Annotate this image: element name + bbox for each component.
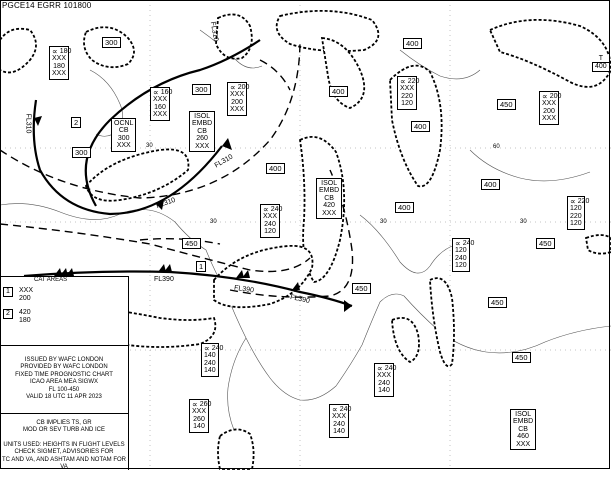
jet-label-fl310-east: FL310 xyxy=(213,153,235,170)
turbulence-icon: ∝ xyxy=(570,197,576,206)
turbulence-icon: ∝ xyxy=(332,405,338,414)
turbulence-box: ∝ 160 XXX 160 XXX xyxy=(150,87,170,121)
turbulence-box: ∝ 240 140 240 140 xyxy=(201,343,219,377)
turbulence-icon: ∝ xyxy=(52,47,58,56)
cloud-area-arabia-2 xyxy=(430,278,454,366)
cloud-area-east xyxy=(490,20,611,87)
turbulence-icon: ∝ xyxy=(377,364,383,373)
trop-height: 400 xyxy=(411,121,430,132)
jet-label-fl390-3: FL390 xyxy=(289,294,311,305)
area-marker: 1 xyxy=(196,261,206,272)
trop-height: 300 xyxy=(102,37,121,48)
turbulence-box: ∝ 260 XXX 260 140 xyxy=(189,399,209,433)
trop-height: 400 xyxy=(329,86,348,97)
cloud-area-se xyxy=(586,235,611,254)
turbulence-icon: ∝ xyxy=(400,77,406,86)
trop-height: 450 xyxy=(497,99,516,110)
turbulence-box: ∝ 180 XXX 180 XXX xyxy=(49,46,69,80)
grid-label: 30 xyxy=(146,143,153,149)
grid-label: 30 xyxy=(380,219,387,225)
trop-height: 400 xyxy=(403,38,422,49)
legend-panel xyxy=(0,276,129,470)
trop-height: 300 xyxy=(72,147,91,158)
turbulence-icon: ∝ xyxy=(204,344,210,353)
cloud-area-north-2 xyxy=(216,14,252,58)
cb-box: OCNL CB 300 XXX xyxy=(111,118,136,152)
turbulence-box: ∝ 240 XXX 240 120 xyxy=(260,204,280,238)
grid-label: 30 xyxy=(520,219,527,225)
jet-label-fl310-mid: FL310 xyxy=(155,196,177,211)
turbulence-icon: ∝ xyxy=(455,239,461,248)
trop-height: 450 xyxy=(536,238,555,249)
turbulence-box: ∝ 200 XXX 200 XXX xyxy=(539,91,559,125)
trop-height: 450 xyxy=(182,238,201,249)
cb-box: ISOL EMBD CB 420 XXX xyxy=(316,178,342,219)
trop-height: 450 xyxy=(512,352,531,363)
issued-block: ISSUED BY WAFC LONDON PROVIDED BY WAFC LONDON FIXED TIME PROGNOSTIC CHART ICAO AREA MEA SIGWX FL 100-450 VALID 18 UTC 11 APR 2023 xyxy=(15,357,113,401)
chart-header: PGCE14 EGRR 101800 xyxy=(2,1,92,10)
jet-label-fl390-1: FL390 xyxy=(154,276,174,283)
notes-block: CB IMPLIES TS, GR MOD OR SEV TURB AND ICE UNITS USED: HEIGHTS IN FLIGHT LEVELS CHECK SIGMET, ADVISORIES FOR TC AND VA, AND ASHTAM AND NOTAM FOR VA xyxy=(1,420,126,471)
turbulence-icon: ∝ xyxy=(542,92,548,101)
turbulence-icon: ∝ xyxy=(230,83,236,92)
grid-label: 60 xyxy=(493,144,500,150)
legend-divider xyxy=(0,345,128,346)
jet-label-fl310-west: FL310 xyxy=(24,113,32,134)
trop-height: 300 xyxy=(192,84,211,95)
turbulence-box: ∝ 240 XXX 240 140 xyxy=(374,363,394,397)
turbulence-icon: ∝ xyxy=(153,88,159,97)
cb-box: ISOL EMBD CB 460 XXX xyxy=(510,409,536,450)
turbulence-box: ∝ 220 120 220 120 xyxy=(567,196,585,230)
grid-label: 30 xyxy=(210,219,217,225)
trop-height: 400 xyxy=(266,163,285,174)
cat-areas-title: CAT AREAS xyxy=(34,277,68,283)
cloud-area-nw xyxy=(0,29,36,73)
tropopause-box: T 400 xyxy=(592,55,610,72)
turbulence-box: ∝ 240 XXX 240 140 xyxy=(329,404,349,438)
cloud-area-south-bottom xyxy=(218,429,254,469)
turbulence-box: ∝ 240 120 240 120 xyxy=(452,238,470,272)
jet-label-fl390-2: FL390 xyxy=(233,284,255,295)
cb-box: ISOL EMBD CB 260 XXX xyxy=(189,111,215,152)
cat-area-row: 2 420 180 xyxy=(3,309,31,324)
trop-height: 400 xyxy=(395,202,414,213)
cat-area-row: 1 XXX 200 xyxy=(3,287,33,302)
turbulence-icon: ∝ xyxy=(192,400,198,409)
trop-height: 450 xyxy=(488,297,507,308)
jet-label-fl310-north: FL310 xyxy=(208,21,220,42)
turbulence-box: ∝ 200 XXX 200 XXX xyxy=(227,82,247,116)
turbulence-box: ∝ 220 XXX 220 120 xyxy=(397,76,417,110)
trop-height: 450 xyxy=(352,283,371,294)
trop-height: 400 xyxy=(481,179,500,190)
area-marker: 2 xyxy=(71,117,81,128)
cloud-area-arabia-1 xyxy=(392,318,419,362)
turbulence-icon: ∝ xyxy=(263,205,269,214)
legend-divider xyxy=(0,413,128,414)
